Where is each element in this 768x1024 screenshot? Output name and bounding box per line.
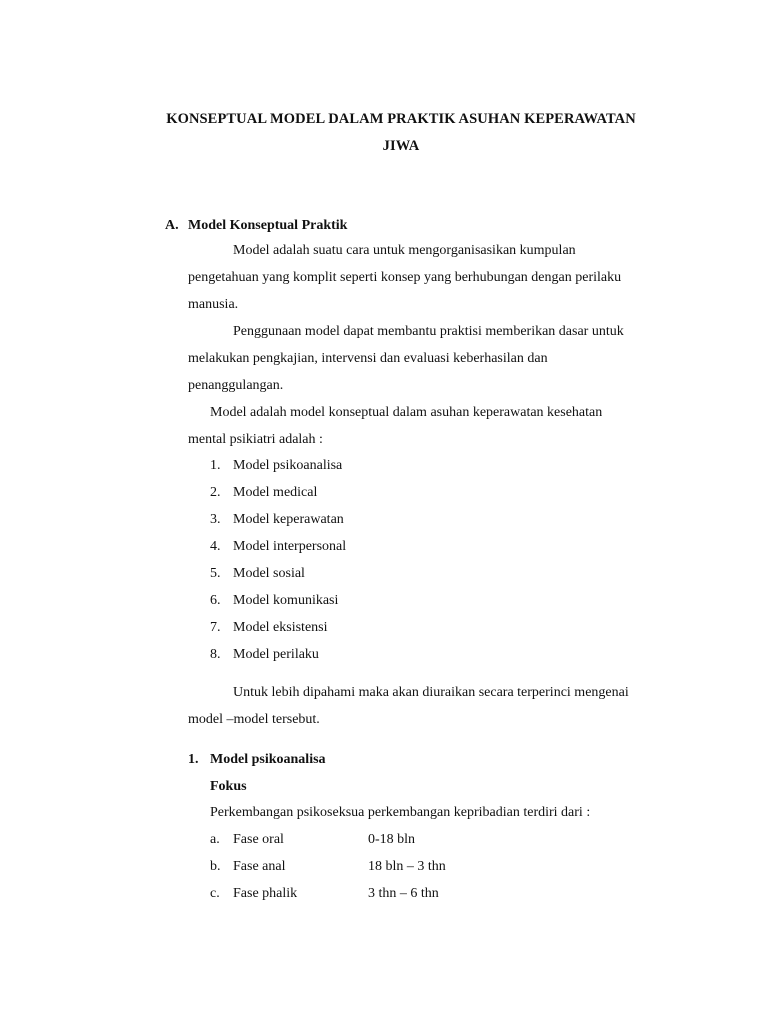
list-item-number: 8. xyxy=(210,647,221,662)
phase-letter: c. xyxy=(210,886,220,901)
section-1-heading: Model psikoanalisa xyxy=(210,752,326,767)
para4-line-2: model –model tersebut. xyxy=(188,712,320,727)
para1-line-1: Model adalah suatu cara untuk mengorganisasikan kumpulan xyxy=(233,243,576,258)
list-item-number: 4. xyxy=(210,539,221,554)
list-item-number: 5. xyxy=(210,566,221,581)
para2-line-3: penanggulangan. xyxy=(188,378,284,393)
list-item-text: Model komunikasi xyxy=(233,593,339,608)
document-title-line-2: JIWA xyxy=(382,138,420,154)
section-1-intro: Perkembangan psikoseksua perkembangan kepribadian terdiri dari : xyxy=(210,805,591,820)
phase-range: 3 thn – 6 thn xyxy=(368,886,439,901)
list-item-number: 6. xyxy=(210,593,221,608)
list-item-text: Model interpersonal xyxy=(233,539,347,554)
document-title-line-1: KONSEPTUAL MODEL DALAM PRAKTIK ASUHAN KEPERAWATAN xyxy=(166,111,636,127)
phase-letter: b. xyxy=(210,859,221,874)
list-item-text: Model psikoanalisa xyxy=(233,458,343,473)
para2-line-2: melakukan pengkajian, intervensi dan evaluasi keberhasilan dan xyxy=(188,351,548,366)
list-item-text: Model keperawatan xyxy=(233,512,344,527)
para1-line-2: pengetahuan yang komplit seperti konsep yang berhubungan dengan perilaku xyxy=(188,270,622,285)
para2-line-1: Penggunaan model dapat membantu praktisi memberikan dasar untuk xyxy=(233,324,624,339)
section-1-marker: 1. xyxy=(188,752,199,767)
para3-line-2: mental psikiatri adalah : xyxy=(188,432,323,447)
para3-line-1: Model adalah model konseptual dalam asuhan keperawatan kesehatan xyxy=(210,405,603,420)
phase-name: Fase oral xyxy=(233,832,284,847)
list-item-number: 1. xyxy=(210,458,221,473)
list-item-text: Model perilaku xyxy=(233,647,319,662)
list-item-number: 3. xyxy=(210,512,221,527)
section-a-marker: A. xyxy=(165,218,179,233)
para4-line-1: Untuk lebih dipahami maka akan diuraikan secara terperinci mengenai xyxy=(233,685,629,700)
list-item-text: Model medical xyxy=(233,485,318,500)
section-a-heading: Model Konseptual Praktik xyxy=(188,218,348,233)
phase-name: Fase phalik xyxy=(233,886,298,901)
list-item-number: 7. xyxy=(210,620,221,635)
list-item-number: 2. xyxy=(210,485,221,500)
phase-name: Fase anal xyxy=(233,859,286,874)
list-item-text: Model eksistensi xyxy=(233,620,328,635)
section-1-subheading: Fokus xyxy=(210,779,247,794)
list-item-text: Model sosial xyxy=(233,566,305,581)
para1-line-3: manusia. xyxy=(188,297,239,312)
phase-range: 18 bln – 3 thn xyxy=(368,859,446,874)
phase-range: 0-18 bln xyxy=(368,832,416,847)
phase-letter: a. xyxy=(210,832,220,847)
